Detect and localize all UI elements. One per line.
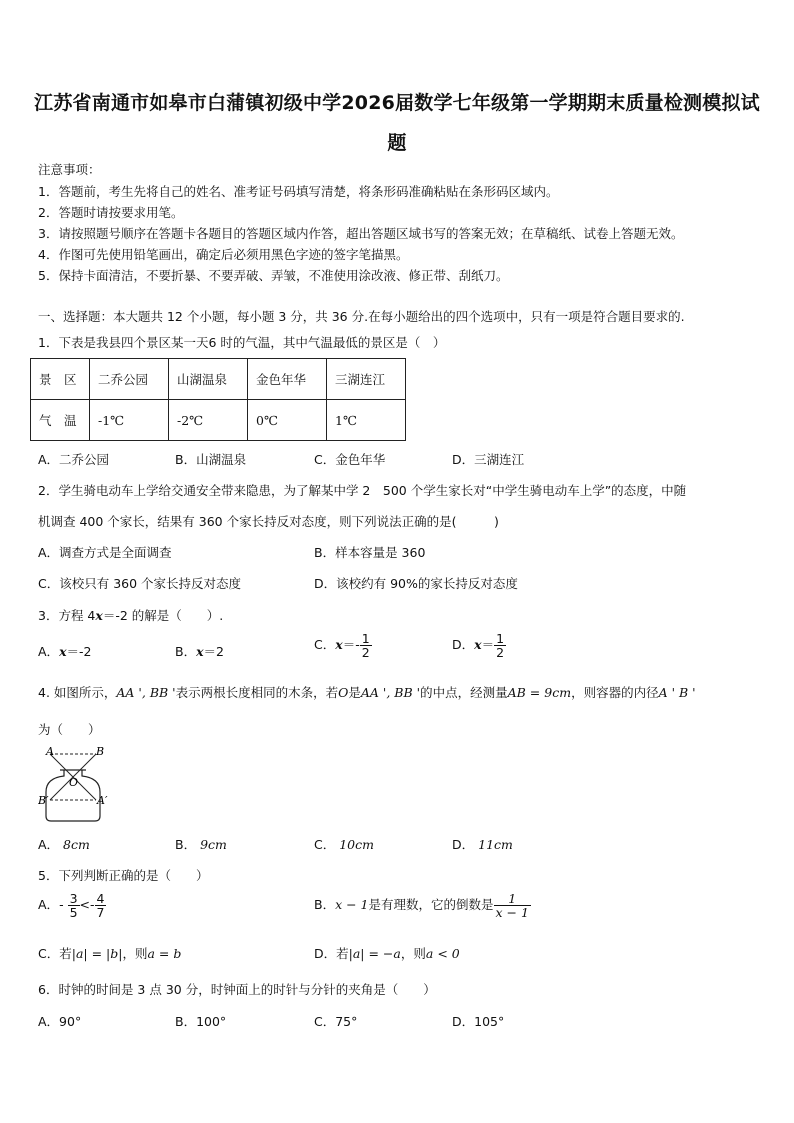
q6-option-a: A．90°	[38, 1014, 82, 1029]
q1-option-a: A．二乔公园	[38, 452, 110, 467]
option-label: B．	[175, 837, 197, 852]
fraction-numerator: 1	[508, 891, 517, 906]
q4-stem-math: O	[338, 685, 349, 700]
notice-item-3: 3．请按照题号顺序在答题卡各题目的答题区域内作答，超出答题区域书写的答案无效；在草稿纸、试卷上答题无效。	[38, 226, 684, 241]
q3-option-c-eq: ＝-	[342, 637, 360, 653]
q3-option-b	[175, 642, 224, 660]
option-label: D．若	[314, 946, 349, 961]
q5-option-b	[314, 892, 531, 919]
q4-option-c	[314, 835, 374, 853]
q4-option-b	[175, 835, 227, 853]
table-cell: 三湖连江	[327, 359, 406, 400]
fraction-numerator: 3	[69, 891, 78, 906]
q4-stem-part: 4. 如图所示，	[38, 685, 117, 700]
q4-option-a	[38, 835, 90, 853]
notice-item-5: 5．保持卡面清洁，不要折暴、不要弄破、弄皱，不准使用涂改液、修正带、刮纸刀。	[38, 268, 509, 283]
q3-option-a	[38, 642, 91, 660]
q3-option-a-label: A．	[38, 644, 60, 659]
q3-option-c	[314, 632, 372, 659]
option-label: D．	[452, 837, 475, 852]
question-3-stem	[38, 606, 223, 624]
table-cell: 二乔公园	[90, 359, 169, 400]
question-6-stem: 6．时钟的时间是 3 点 30 分，时钟面上的时针与分针的夹角是（ ）	[38, 982, 436, 997]
q1-option-d: D．三湖连江	[452, 452, 525, 467]
temperature-table	[30, 358, 406, 441]
label-a: A	[46, 745, 54, 758]
q1-option-b: B．山湖温泉	[175, 452, 247, 467]
q3-option-c-fraction	[360, 632, 372, 659]
q6-option-d: D．105°	[452, 1014, 505, 1029]
container-diagram	[38, 742, 108, 827]
q4-stem-part: 是	[348, 685, 361, 700]
option-text: ，则	[400, 946, 426, 961]
q3-option-b-var: x	[196, 644, 204, 659]
option-value: 8cm	[63, 837, 90, 852]
question-1-stem: 1．下表是我县四个景区某一天6 时的气温，其中气温最低的景区是（ ）	[38, 335, 446, 350]
q5-option-d	[314, 944, 460, 962]
q3-option-d	[452, 632, 506, 659]
table-cell: -1℃	[90, 400, 169, 441]
option-math: a = b	[147, 946, 182, 961]
notice-item-1: 1．答题前，考生先将自己的姓名、准考证号码填写清楚，将条形码准确粘贴在条形码区域内。	[38, 184, 559, 199]
q5-option-a	[38, 892, 106, 919]
option-math: a < 0	[425, 946, 460, 961]
label-a-prime: A′	[97, 794, 108, 807]
minus-sign: -	[59, 897, 64, 913]
q1-option-c: C．金色年华	[314, 452, 386, 467]
table-cell: -2℃	[169, 400, 248, 441]
q2-option-a: A．调查方式是全面调查	[38, 545, 172, 560]
fraction-denominator: x − 1	[495, 905, 529, 921]
table-cell: 1℃	[327, 400, 406, 441]
q3-option-b-label: B．	[175, 644, 197, 659]
q4-option-d	[452, 835, 513, 853]
q6-option-c: C．75°	[314, 1014, 358, 1029]
q3-option-d-fraction	[494, 632, 506, 659]
option-label: B．	[314, 897, 336, 913]
q4-stem-math: AB = 9cm	[507, 685, 572, 700]
label-b: B	[96, 745, 105, 758]
exam-title-line2: 题	[387, 132, 407, 154]
fraction	[494, 892, 531, 919]
question-5-stem: 5．下列判断正确的是（ ）	[38, 868, 209, 883]
q3-option-d-eq: ＝	[481, 637, 495, 653]
table-row	[31, 359, 406, 400]
table-cell: 景 区	[31, 359, 90, 400]
option-label: A．	[38, 837, 60, 852]
q4-stem-part: 表示两根长度相同的木条，若	[175, 685, 339, 700]
relation: <-	[79, 897, 95, 913]
fraction-denominator: 2	[496, 645, 505, 661]
fraction-numerator: 1	[496, 631, 505, 646]
q4-stem-math: A ' B '	[658, 685, 696, 700]
option-text: ，则	[122, 946, 148, 961]
q3-option-d-label: D．	[452, 637, 475, 653]
notice-item-4: 4．作图可先使用铅笔画出，确定后必须用黑色字迹的签字笔描黑。	[38, 247, 409, 262]
notice-item-2: 2．答题时请按要求用笔。	[38, 205, 184, 220]
fraction-numerator: 1	[361, 631, 370, 646]
q3-option-b-value: ＝2	[203, 644, 224, 659]
fraction-denominator: 5	[69, 905, 78, 921]
section-heading: 一、选择题：本大题共 12 个小题，每小题 3 分，共 36 分.在每小题给出的四个选项中，只有一项是符合题目要求的.	[38, 309, 685, 324]
fraction-denominator: 7	[96, 905, 105, 921]
option-math: |a| = −a	[348, 946, 401, 961]
exam-title-line1: 江苏省南通市如皋市白蒲镇初级中学2026届数学七年级第一学期期末质量检测模拟试	[34, 92, 760, 114]
option-label: A．	[38, 897, 60, 913]
question-2-stem-line1: 2．学生骑电动车上学给交通安全带来隐患，为了解某中学 2 500 个学生家长对“中学生骑电动车上学”的态度，中随	[38, 483, 687, 498]
question-4-stem-line2: 为（ ）	[38, 722, 101, 737]
fraction	[95, 892, 107, 919]
table-cell: 0℃	[248, 400, 327, 441]
table-cell: 金色年华	[248, 359, 327, 400]
q3-option-c-label: C．	[314, 637, 336, 653]
container-diagram-svg	[38, 742, 108, 824]
option-text: 是有理数，它的倒数是	[368, 897, 494, 913]
q3-stem-pre: 3．方程 4	[38, 608, 96, 623]
table-cell: 气 温	[31, 400, 90, 441]
q3-option-c-var: x	[335, 637, 343, 653]
option-value: 10cm	[339, 837, 374, 852]
q4-stem-math: AA ', BB '	[360, 685, 421, 700]
fraction-numerator: 4	[96, 891, 105, 906]
q4-stem-part: 的中点，经测量	[420, 685, 508, 700]
question-2-stem-line2: 机调查 400 个家长，结果有 360 个家长持反对态度，则下列说法正确的是( )	[38, 514, 499, 529]
question-4-stem-line1	[38, 683, 696, 701]
q3-option-d-var: x	[474, 637, 482, 653]
q4-stem-part: ，则容器的内径	[571, 685, 659, 700]
q2-option-b: B．样本容量是 360	[314, 545, 426, 560]
q4-stem-math: AA ', BB '	[116, 685, 176, 700]
q6-option-b: B．100°	[175, 1014, 227, 1029]
option-value: 11cm	[478, 837, 513, 852]
option-label: C．若	[38, 946, 72, 961]
option-math: x − 1	[335, 897, 369, 913]
option-math: |a| = |b|	[71, 946, 123, 961]
q3-option-a-var: x	[59, 644, 67, 659]
table-row	[31, 400, 406, 441]
q2-option-d: D．该校约有 90%的家长持反对态度	[314, 576, 518, 591]
option-value: 9cm	[200, 837, 227, 852]
label-o: O	[69, 776, 79, 789]
q2-option-c: C．该校只有 360 个家长持反对态度	[38, 576, 242, 591]
label-b-prime: B′	[38, 794, 49, 807]
fraction	[68, 892, 80, 919]
notice-heading: 注意事项：	[38, 162, 101, 177]
q3-stem-var: x	[95, 608, 103, 623]
q5-option-c	[38, 944, 181, 962]
q3-option-a-value: ＝-2	[66, 644, 92, 659]
table-cell: 山湖温泉	[169, 359, 248, 400]
q3-stem-post: ＝-2 的解是（ ）.	[102, 608, 224, 623]
option-label: C．	[314, 837, 336, 852]
fraction-denominator: 2	[361, 645, 370, 661]
